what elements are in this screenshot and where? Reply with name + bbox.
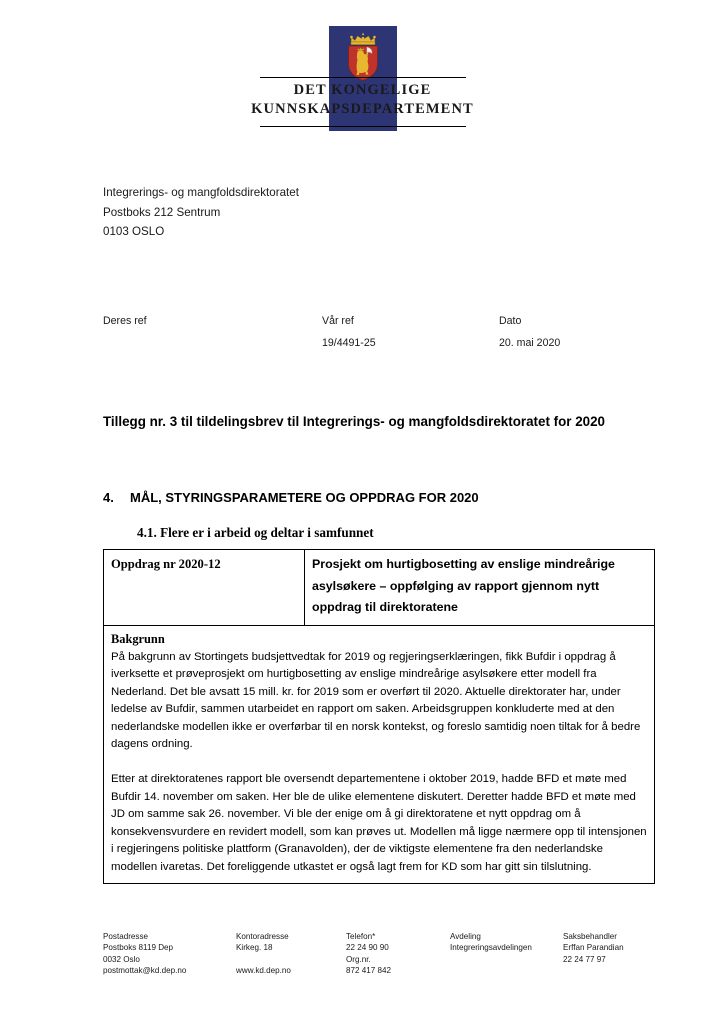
background-heading: Bakgrunn: [111, 631, 165, 646]
page-title: Tillegg nr. 3 til tildelingsbrev til Integrerings- og mangfoldsdirektoratet for 2020: [103, 414, 605, 429]
footer-heading: Avdeling: [450, 932, 481, 941]
var-ref-value: 19/4491-25: [322, 337, 376, 349]
footer-text: Postboks 8119 Dep: [103, 943, 174, 953]
footer-column-avdeling: [450, 931, 575, 954]
footer-orgnr-label: Org.nr.: [346, 954, 371, 964]
footer-orgnr-value: 872 417 842: [346, 966, 392, 976]
var-ref-column: [322, 315, 376, 349]
footer-heading: Postadresse: [103, 932, 148, 941]
background-paragraph-1: På bakgrunn av Stortingets budsjettvedtak for 2019 og regjeringserklæringen, fikk Bufdir i oppdrag å iverksette et prøveprosjekt om hurtigbosetting av enslige mindreårige asylsøkere etter modell fra Nederland. Det ble avsatt 15 mill. kr. for 2019 som er overført til 2020. Aktuelle direktorater har, under ledelse av Bufdir, sammen utarbeidet en rapport om saken. Arbeidsgruppen konkluderte med at den nederlandske modellen ikke er overførbar til en norsk kontekst, og foreslo samtidig noen tiltak for å bedre dagens ordning.: [111, 650, 641, 751]
footer-text: 0032 Oslo: [103, 954, 140, 964]
logo-line-2: KUNNSKAPSDEPARTEMENT: [251, 100, 474, 117]
dato-label: Dato: [499, 315, 522, 327]
footer-column-telefon: [346, 931, 441, 977]
footer-text: Integreringsavdelingen: [450, 943, 532, 953]
dato-value: 20. mai 2020: [499, 337, 561, 349]
deres-ref-column: [103, 315, 147, 337]
footer-column-kontoradresse: [236, 931, 341, 977]
address-line-1: Integrerings- og mangfoldsdirektoratet: [103, 186, 299, 199]
footer-heading: Telefon*: [346, 932, 376, 941]
footer-website: www.kd.dep.no: [236, 966, 291, 976]
address-line-3: 0103 OSLO: [103, 225, 165, 238]
footer-column-saksbehandler: [563, 931, 683, 965]
logo-rule-top: [260, 77, 466, 78]
dato-column: [499, 315, 560, 349]
footer-contact-name: Erffan Parandian: [563, 943, 624, 953]
section-heading-text: MÅL, STYRINGSPARAMETERE OG OPPDRAG FOR 2020: [130, 490, 479, 505]
logo-line-1: DET KONGELIGE: [293, 82, 432, 98]
section-number: 4.: [103, 490, 114, 505]
footer-heading: Kontoradresse: [236, 932, 289, 941]
section-heading: [103, 490, 651, 505]
oppdrag-title-cell: Prosjekt om hurtigbosetting av enslige mindreårige asylsøkere – oppfølging av rapport gjennom nytt oppdrag til direktoratene: [305, 550, 655, 626]
address-line-2: Postboks 212 Sentrum: [103, 205, 221, 219]
logo-rule-bottom: [260, 126, 466, 127]
footer-text: Kirkeg. 18: [236, 943, 273, 953]
table-row: [104, 625, 655, 883]
footer-phone: 22 24 90 90: [346, 943, 389, 953]
recipient-address: [103, 183, 299, 242]
footer-heading: Saksbehandler: [563, 932, 617, 941]
footer-email: postmottak@kd.dep.no: [103, 966, 187, 976]
deres-ref-label: Deres ref: [103, 315, 147, 327]
var-ref-label: Vår ref: [322, 315, 354, 327]
oppdrag-background-cell: [104, 625, 655, 883]
subsection-heading: 4.1. Flere er i arbeid og deltar i samfunnet: [137, 525, 374, 540]
background-paragraph-2: Etter at direktoratenes rapport ble oversendt departementene i oktober 2019, hadde BFD et møte med Bufdir 14. november om saken. Her ble de ulike elementene diskutert. Deretter hadde BFD et møte med JD om samme sak 26. november. Vi ble der enige om å gi direktoratene et nytt oppdrag om å konsekvensvurdere en revidert modell, som kan prøves ut. Modellen må ligge nærmere opp til intensjonen i regjeringens politiske plattform (Granavolden), der de viktigste elementene fra den nederlandske modellen ivaretas. Det foreliggende utkastet er også lagt frem for KD som har gitt sin tilslutning.: [111, 773, 647, 874]
norwegian-coat-of-arms-icon: [343, 30, 383, 82]
table-row: [104, 550, 655, 626]
logo-wordmark: [240, 81, 486, 118]
footer-contact-phone: 22 24 77 97: [563, 954, 606, 964]
oppdrag-number-cell: Oppdrag nr 2020-12: [104, 550, 305, 626]
ministry-logo: [0, 26, 725, 131]
footer-column-postadresse: [103, 931, 235, 977]
oppdrag-table: [103, 549, 655, 884]
